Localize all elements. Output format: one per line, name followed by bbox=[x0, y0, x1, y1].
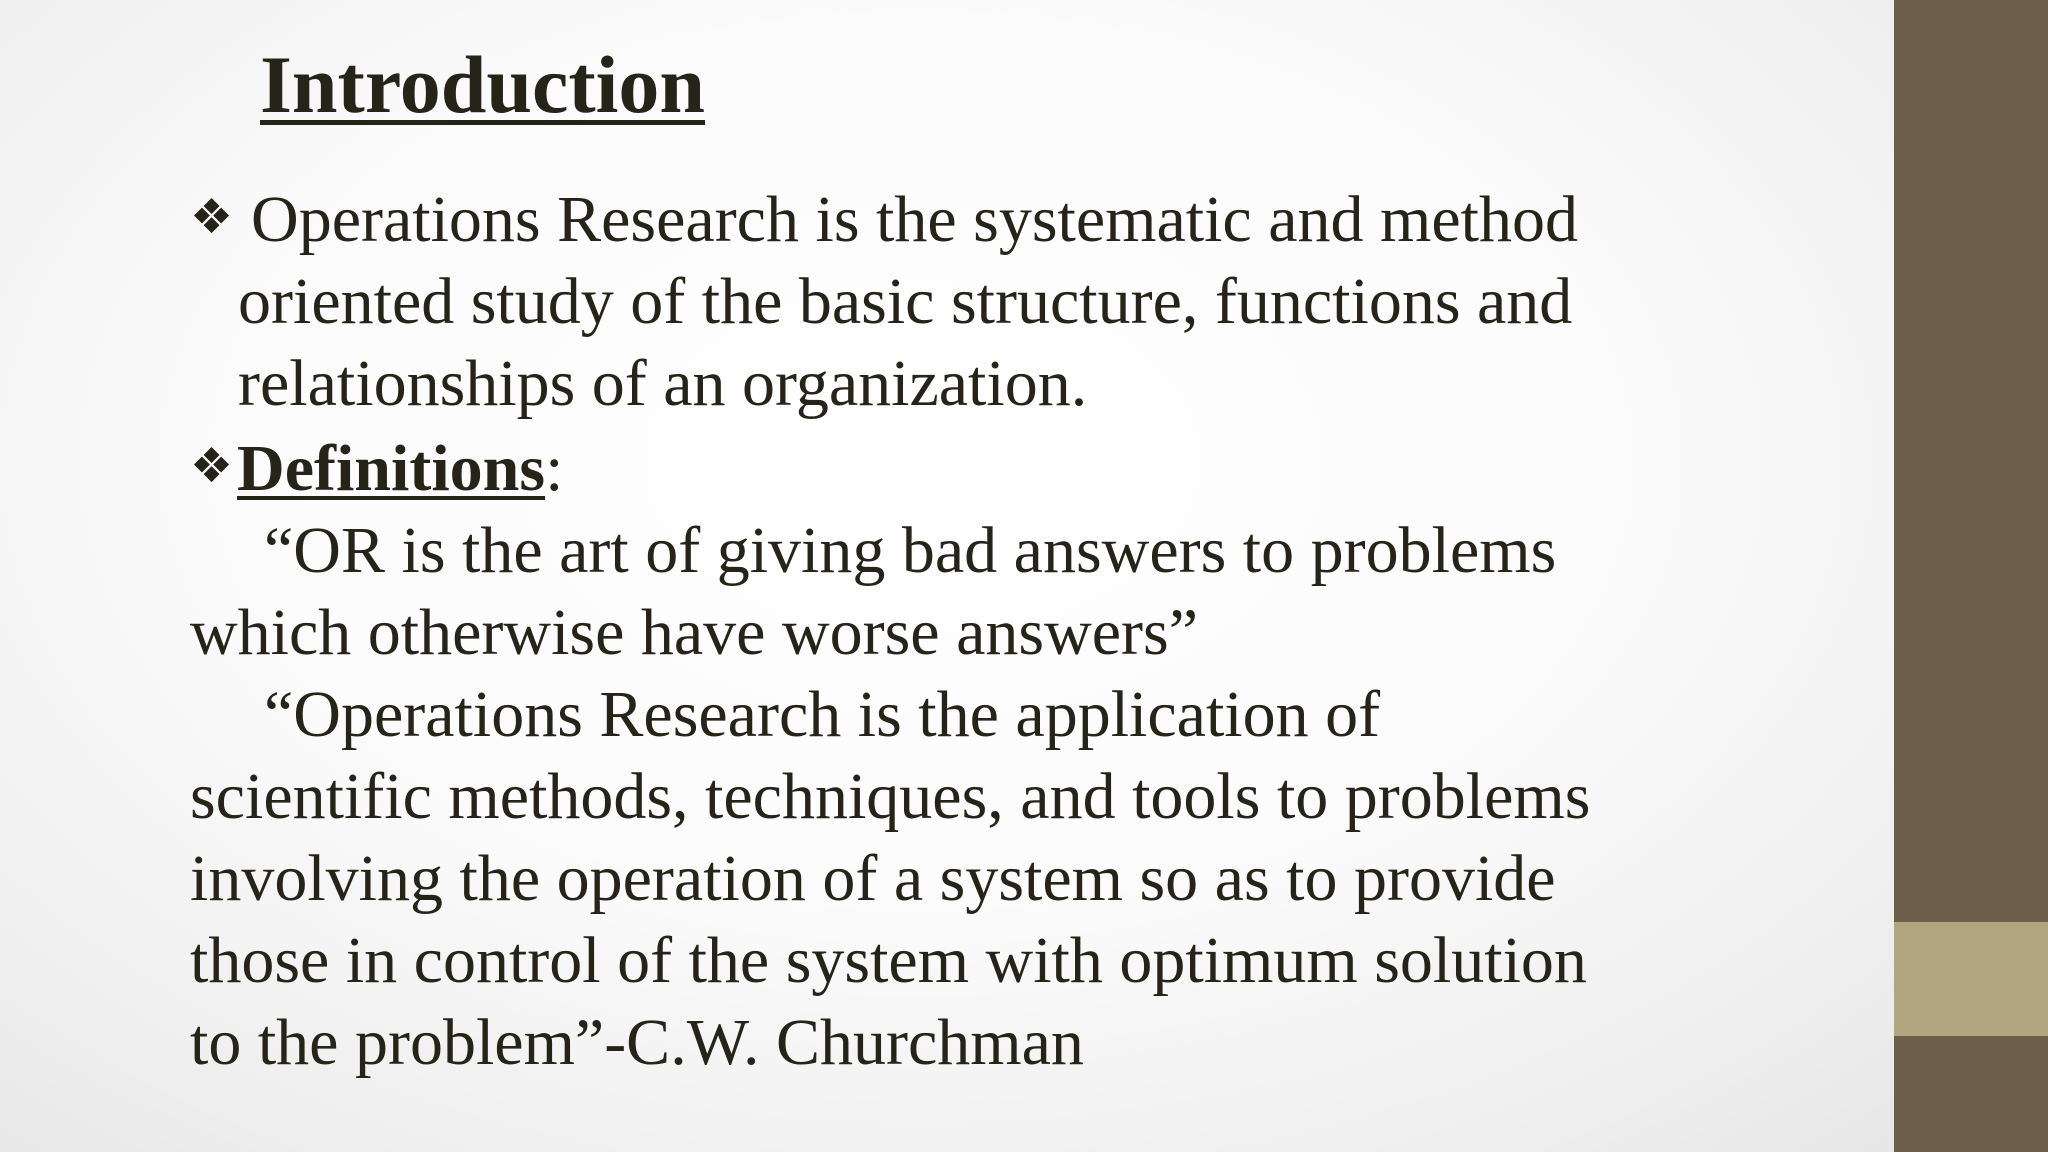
bullet-line: relationships of an organization. bbox=[238, 347, 1088, 420]
four-diamond-bullet-icon: ❖ bbox=[190, 189, 234, 245]
quote-line: scientific methods, techniques, and tools to problems bbox=[190, 760, 1591, 833]
definitions-heading: Definitions bbox=[237, 432, 546, 505]
quote-line: “OR is the art of giving bad answers to problems bbox=[264, 514, 1557, 587]
quote-line: involving the operation of a system so as to provide bbox=[190, 842, 1556, 915]
quote-line: “Operations Research is the application of bbox=[264, 678, 1381, 751]
quote-line: those in control of the system with optimum solution bbox=[190, 924, 1587, 997]
bullet-point-definitions bbox=[190, 425, 1870, 1084]
four-diamond-bullet-icon: ❖ bbox=[190, 438, 234, 494]
quote-line: to the problem”-C.W. Churchman bbox=[190, 1006, 1084, 1079]
bullet-line: ❖ Operations Research is the systematic and method bbox=[190, 183, 1578, 256]
right-sidebar-accent bbox=[1894, 922, 2048, 1036]
bullet-line: oriented study of the basic structure, functions and bbox=[238, 265, 1573, 338]
slide-title: Introduction bbox=[260, 39, 706, 130]
slide-body bbox=[190, 176, 1870, 1084]
quote-line: which otherwise have worse answers” bbox=[190, 596, 1198, 669]
definitions-heading-line: ❖Definitions: bbox=[190, 432, 564, 505]
bullet-point-operations-research bbox=[190, 176, 1870, 425]
